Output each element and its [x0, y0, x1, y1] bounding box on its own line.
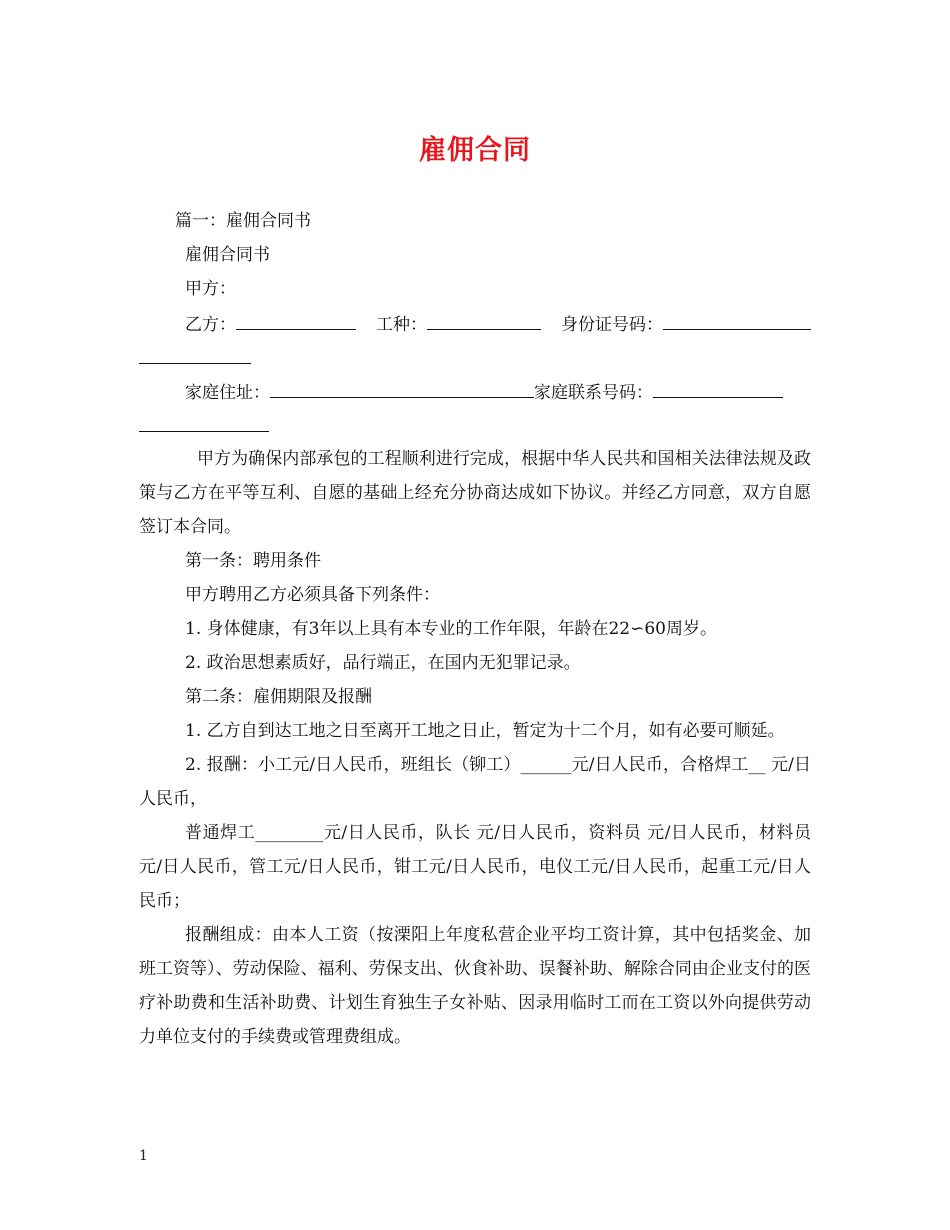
composition-paragraph: 报酬组成：由本人工资（按溧阳上年度私营企业平均工资计算，其中包括奖金、加班工资等）、劳动保险、福利、劳保支出、伙食补助、误餐补助、解除合同由企业支付的医疗补助费和生活补助费、计划生育独生子女补贴、因录用临时工而在工资以外向提供劳动力单位支付的手续费或管理费组成。 [139, 925, 811, 1047]
home-phone-label: 家庭联系号码： [534, 383, 653, 403]
article-2-title: 第二条：雇佣期限及报酬 [185, 687, 372, 707]
article-1-item-1: 1. 身体健康，有3年以上具有本专业的工作年限，年龄在22∽60周岁。 [185, 619, 717, 639]
home-phone-blank-continued [139, 408, 269, 432]
section-heading: 篇一：雇佣合同书 [175, 211, 311, 231]
home-address-blank [270, 374, 534, 398]
article-2-item-2-b: 普通焊工________元/日人民币，队长 元/日人民币，资料员 元/日人民币，材料员元/日人民币，管工元/日人民币，钳工元/日人民币，电仪工元/日人民币，起重工元/日人民币； [139, 823, 811, 911]
id-number-blank-continued [139, 340, 251, 364]
party-b-label: 乙方： [185, 315, 236, 335]
id-number-label: 身份证号码： [561, 315, 663, 335]
party-b-row [139, 306, 811, 340]
home-phone-blank [653, 374, 783, 398]
job-type-field [376, 306, 541, 340]
article-1-title: 第一条：聘用条件 [185, 551, 321, 571]
job-type-label: 工种： [376, 315, 427, 335]
document-body [139, 204, 811, 1054]
page-number: 1 [139, 1148, 148, 1164]
document-title: 雇佣合同 [419, 135, 531, 166]
id-number-continuation [139, 340, 811, 374]
article-1-item-2: 2. 政治思想素质好，品行端正，在国内无犯罪记录。 [185, 653, 581, 673]
party-a-label: 甲方： [185, 279, 236, 299]
id-number-blank [663, 306, 811, 330]
home-phone-continuation [139, 408, 811, 442]
article-1-lead: 甲方聘用乙方必须具备下列条件： [185, 585, 440, 605]
home-row [139, 374, 811, 408]
intro-paragraph: 甲方为确保内部承包的工程顺利进行完成，根据中华人民共和国相关法律法规及政策与乙方在平等互利、自愿的基础上经充分协商达成如下协议。并经乙方同意，双方自愿签订本合同。 [139, 449, 811, 537]
contract-subtitle: 雇佣合同书 [185, 245, 270, 265]
article-2-item-2-a: 2. 报酬：小工元/日人民币，班组长（铆工）______元/日人民币，合格焊工__ 元/日人民币， [139, 755, 811, 809]
job-type-blank [427, 306, 541, 330]
party-b-field [185, 306, 356, 340]
article-2-item-1: 1. 乙方自到达工地之日至离开工地之日止，暂定为十二个月，如有必要可顺延。 [185, 721, 785, 741]
id-number-field [561, 306, 811, 340]
home-address-label: 家庭住址： [185, 383, 270, 403]
party-b-blank [236, 306, 356, 330]
